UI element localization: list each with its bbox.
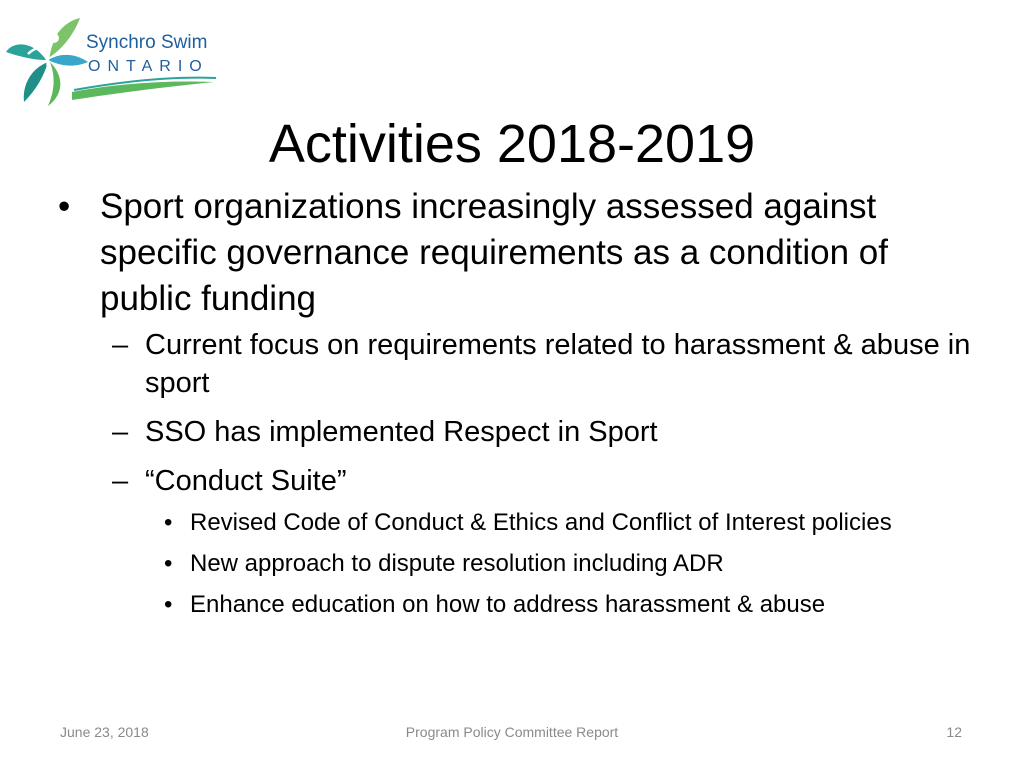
dash-marker: – xyxy=(112,329,129,361)
slide-content xyxy=(52,184,972,629)
bullet-text: SSO has implemented Respect in Sport xyxy=(145,416,658,448)
dash-marker: – xyxy=(112,416,129,448)
bullet-marker: • xyxy=(164,550,173,577)
bullet-level-2 xyxy=(100,326,972,402)
bullet-marker: • xyxy=(58,187,71,226)
logo-text-ontario: ONTARIO xyxy=(88,58,209,75)
slide-title: Activities 2018-2019 xyxy=(268,114,756,174)
bullet-text: Enhance education on how to address harassment & abuse xyxy=(190,591,826,618)
bullet-marker: • xyxy=(164,591,173,618)
bullet-marker: • xyxy=(164,509,173,536)
bullet-text: Current focus on requirements related to harassment & abuse in sport xyxy=(145,329,971,399)
bullet-level-3 xyxy=(162,588,972,622)
bullet-text: Sport organizations increasingly assessed against specific governance requirements as a condition of public funding xyxy=(100,187,888,318)
bullet-level-1 xyxy=(52,184,972,322)
bullet-text: “Conduct Suite” xyxy=(145,465,347,497)
slide-number: 12 xyxy=(946,724,962,740)
footer-date: June 23, 2018 xyxy=(60,724,149,740)
bullet-text: New approach to dispute resolution including ADR xyxy=(190,550,724,577)
logo-text-synchro-swim: Synchro Swim xyxy=(86,32,208,53)
bullet-level-3 xyxy=(162,547,972,581)
bullet-level-2 xyxy=(100,462,972,500)
bullet-level-2 xyxy=(100,413,972,451)
footer-title: Program Policy Committee Report xyxy=(405,724,619,740)
dash-marker: – xyxy=(112,465,129,497)
synchro-swim-ontario-logo xyxy=(4,12,224,108)
bullet-text: Revised Code of Conduct & Ethics and Conflict of Interest policies xyxy=(190,509,892,536)
bullet-level-3 xyxy=(162,506,972,540)
